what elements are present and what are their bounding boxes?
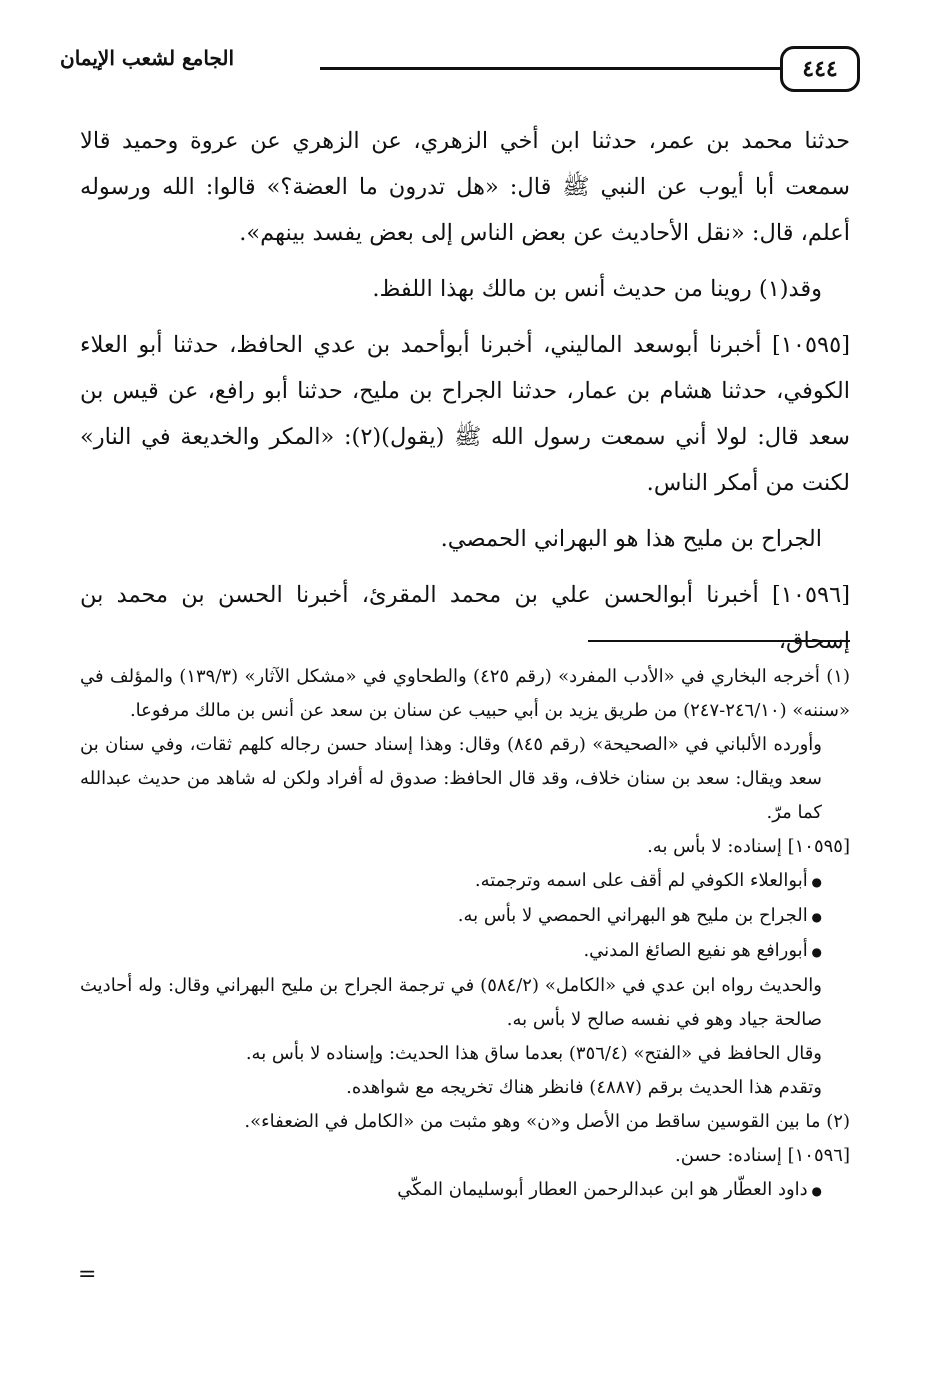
page-header bbox=[60, 38, 860, 98]
footnote-ibn-adi: والحديث رواه ابن عدي في «الكامل» (٥٨٤/٢) في ترجمة الجراح بن مليح البهراني وقال: وله أحاديث صالحة جياد وهو في نفسه صالح لا بأس به. bbox=[80, 975, 822, 1030]
bullet-list-1 bbox=[80, 864, 850, 969]
list-item: ● داود العطّار هو ابن عبدالرحمن العطار أبوسليمان المكّي bbox=[80, 1173, 822, 1208]
continuation-mark: = bbox=[78, 1262, 97, 1287]
footnote-isnad-10596: [١٠٥٩٦] إسناده: حسن. bbox=[675, 1145, 850, 1166]
page-number: ٤٤٤ bbox=[780, 46, 860, 92]
paragraph-hadith-10595: [١٠٥٩٥] أخبرنا أبوسعد الماليني، أخبرنا أبوأحمد بن عدي الحافظ، حدثنا أبو العلاء الكوفي، حدثنا هشام بن عمار، حدثنا الجراح بن مليح، حدثنا أبو رافع، عن قيس بن سعد قال: لولا أني سمعت رسول الله ﷺ (يقول)(٢): «المكر والخديعة في النار» لكنت من أمكر الناس. bbox=[80, 332, 850, 496]
paragraph-jarrah-comment: الجراح بن مليح هذا هو البهراني الحمصي. bbox=[440, 526, 822, 552]
footnote-1-albani: وأورده الألباني في «الصحيحة» (رقم ٨٤٥) وقال: وهذا إسناد حسن رجاله كلهم ثقات، وفي سنان بن سعد ويقال: سعد بن سنان خلاف، وقد قال الحافظ: صدوق له أفراد ولكن له شاهد من حديث عبدالله كما مرّ. bbox=[80, 734, 822, 823]
main-text bbox=[80, 118, 850, 674]
footnote-1: (١) أخرجه البخاري في «الأدب المفرد» (رقم ٤٢٥) والطحاوي في «مشكل الآثار» (١٣٩/٣) والمؤلف في «سننه» (٢٤٦/١٠-٢٤٧) من طريق يزيد بن أبي حبيب عن سنان بن سعد عن أنس بن مالك مرفوعا. bbox=[80, 666, 850, 721]
bullet-list-2 bbox=[80, 1173, 850, 1208]
footnote-hafiz: وقال الحافظ في «الفتح» (٣٥٦/٤) بعدما ساق هذا الحديث: وإسناده لا بأس به. bbox=[245, 1043, 822, 1064]
list-item: ● أبوالعلاء الكوفي لم أقف على اسمه وترجمته. bbox=[80, 864, 822, 899]
book-title: الجامع لشعب الإيمان bbox=[60, 46, 235, 70]
paragraph-hadith-1: حدثنا محمد بن عمر، حدثنا ابن أخي الزهري، عن الزهري عن عروة وحميد قالا سمعت أبا أيوب عن النبي ﷺ قال: «هل تدرون ما العضة؟» قالوا: الله ورسوله أعلم، قال: «نقل الأحاديث عن بعض الناس إلى بعض يفسد بينهم». bbox=[80, 128, 850, 246]
list-item: ● الجراح بن مليح هو البهراني الحمصي لا بأس به. bbox=[80, 899, 822, 934]
footnote-cross-reference: وتقدم هذا الحديث برقم (٤٨٨٧) فانظر هناك تخريجه مع شواهده. bbox=[346, 1077, 822, 1098]
footnote-2: (٢) ما بين القوسين ساقط من الأصل و«ن» وهو مثبت من «الكامل في الضعفاء». bbox=[244, 1111, 850, 1132]
footnotes bbox=[80, 660, 850, 1208]
paragraph-note-anas: وقد(١) روينا من حديث أنس بن مالك بهذا اللفظ. bbox=[372, 276, 822, 302]
footnote-divider bbox=[588, 640, 850, 642]
header-rule bbox=[320, 67, 780, 70]
list-item: ● أبورافع هو نفيع الصائغ المدني. bbox=[80, 934, 822, 969]
paragraph-hadith-10596: [١٠٥٩٦] أخبرنا أبوالحسن علي بن محمد المقرئ، أخبرنا الحسن بن محمد بن إسحاق، bbox=[80, 582, 850, 654]
footnote-isnad-10595: [١٠٥٩٥] إسناده: لا بأس به. bbox=[647, 836, 850, 857]
